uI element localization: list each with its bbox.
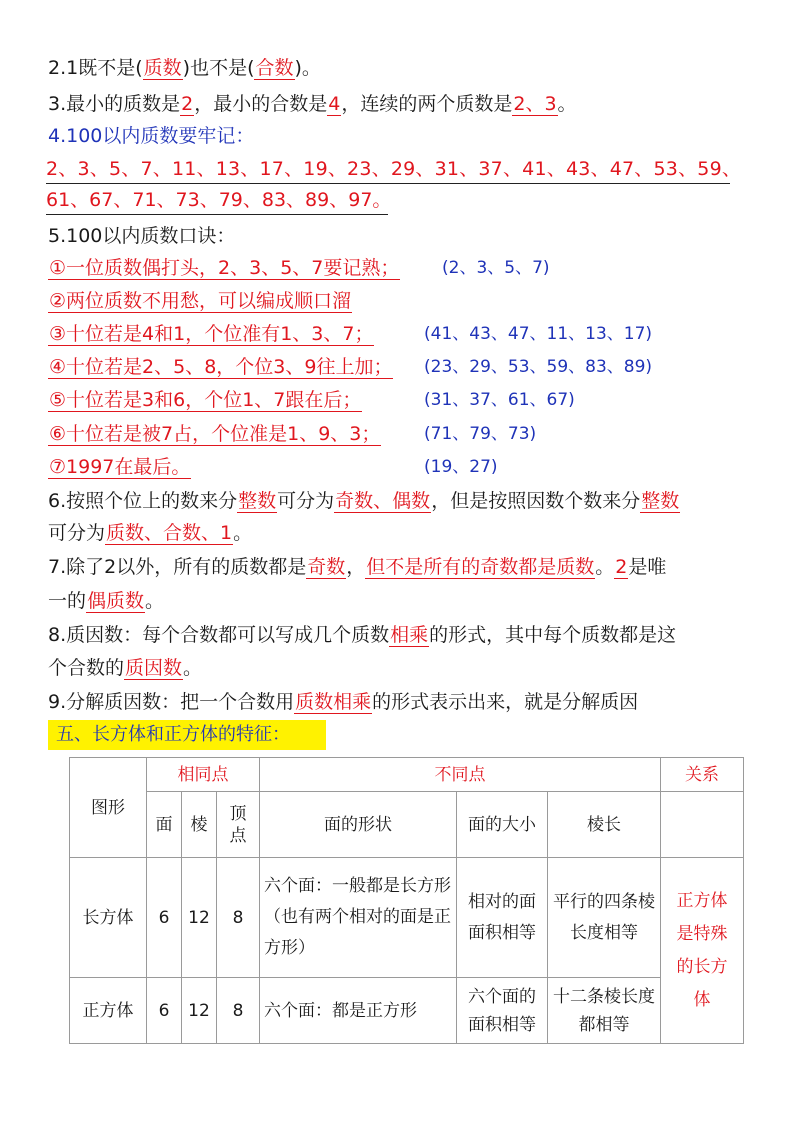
- text: 个合数的: [48, 657, 125, 679]
- text: 。: [145, 590, 165, 612]
- mnemonic-text: ③十位若是4和1，个位准有1、3、7；: [49, 323, 374, 345]
- cell-face-shape: 六个面：都是正方形: [260, 978, 457, 1044]
- text: 一的: [48, 590, 87, 612]
- text: 9.分解质因数：把一个合数用: [48, 691, 295, 713]
- mnemonic-text: ①一位质数偶打头，2、3、5、7要记熟；: [49, 257, 400, 279]
- section-heading: 五、长方体和正方体的特征：: [56, 724, 290, 745]
- text: 可分为: [48, 522, 106, 544]
- mnemonic-7-values: (19、27): [424, 457, 498, 477]
- table-row: [70, 978, 744, 1044]
- cell-relation: 正方体是特殊的长方体: [661, 858, 744, 1044]
- cell-face: 6: [147, 978, 182, 1044]
- header-vertex: 顶点: [217, 792, 260, 858]
- header-face-shape: 面的形状: [260, 792, 457, 858]
- answer: 奇数: [307, 556, 346, 578]
- prime-list-text: 61、67、71、73、79、83、89、97。: [46, 186, 388, 215]
- text: 。: [233, 522, 253, 544]
- cell-vertex: 8: [217, 978, 260, 1044]
- mnemonic-text: ④十位若是2、5、8，个位3、9往上加；: [49, 356, 393, 378]
- cell-edge: 12: [182, 978, 217, 1044]
- line-6a: [48, 487, 680, 515]
- answer: 整数: [641, 490, 680, 512]
- line-9: [48, 688, 638, 716]
- table-row: [70, 858, 744, 978]
- answer: 质数相乘: [295, 691, 372, 713]
- mnemonic-text: ②两位质数不用愁，可以编成顺口溜: [49, 290, 352, 312]
- line-5-title: 5.100以内质数口诀：: [48, 225, 236, 247]
- header-face-size: 面的大小: [457, 792, 548, 858]
- header-edge: 棱: [182, 792, 217, 858]
- cell-face-size: 相对的面面积相等: [457, 858, 548, 978]
- header-edge-length: 棱长: [548, 792, 661, 858]
- mnemonic-2: [48, 287, 352, 315]
- mnemonic-6-values: (71、79、73): [424, 424, 537, 444]
- line-7a: [48, 553, 666, 581]
- mnemonic-3-values: (41、43、47、11、13、17): [424, 324, 653, 344]
- text: ，: [346, 556, 366, 578]
- answer: 4: [328, 93, 341, 115]
- answer: 2、3: [513, 93, 557, 115]
- cell-face: 6: [147, 858, 182, 978]
- text: 6.按照个位上的数来分: [48, 490, 238, 512]
- prime-list-row-2: [46, 186, 392, 215]
- cell-name: 长方体: [70, 858, 147, 978]
- text: 3.最小的质数是: [48, 93, 181, 115]
- mnemonic-5-values: (31、37、61、67): [424, 390, 575, 410]
- answer: 2: [615, 556, 628, 578]
- text: 。: [595, 556, 615, 578]
- mnemonic-6: [48, 420, 381, 448]
- line-2-1: [48, 54, 321, 82]
- text: 可分为: [277, 490, 335, 512]
- cell-edge: 12: [182, 858, 217, 978]
- line-3: [48, 90, 577, 118]
- answer: 相乘: [390, 624, 429, 646]
- mnemonic-text: ⑦1997在最后。: [49, 456, 191, 478]
- comparison-table: [69, 757, 744, 1044]
- answer: 偶质数: [87, 590, 145, 612]
- text: ，但是按照因数个数来分: [431, 490, 641, 512]
- mnemonic-text: ⑤十位若是3和6，个位1、7跟在后；: [49, 389, 362, 411]
- header-face: 面: [147, 792, 182, 858]
- answer: 但不是所有的奇数都是质数: [366, 556, 595, 578]
- answer: 质数、合数、1: [106, 522, 233, 544]
- cell-name: 正方体: [70, 978, 147, 1044]
- mnemonic-1-values: (2、3、5、7): [442, 258, 550, 278]
- prime-list-text: 2、3、5、7、11、13、17、19、23、29、31、37、41、43、47、53、59、: [46, 155, 730, 184]
- cell-edge-length: 十二条棱长度都相等: [548, 978, 661, 1044]
- mnemonic-1: [48, 254, 400, 282]
- answer: 质因数: [125, 657, 183, 679]
- text: 。: [557, 93, 577, 115]
- header-diff: 不同点: [260, 758, 661, 792]
- line-8a: [48, 621, 676, 649]
- line-7b: [48, 587, 164, 615]
- line-8b: [48, 654, 202, 682]
- text: ，最小的合数是: [194, 93, 328, 115]
- line-6b: [48, 519, 252, 547]
- text: 的形式，其中每个质数都是这: [429, 624, 677, 646]
- text: ，连续的两个质数是: [341, 93, 513, 115]
- cell-face-size: 六个面的面积相等: [457, 978, 548, 1044]
- text: 的形式表示出来，就是分解质因: [372, 691, 639, 713]
- text: 2.1既不是(: [48, 57, 143, 79]
- text: )也不是(: [182, 57, 255, 79]
- header-relation: 关系: [661, 758, 744, 792]
- cell-face-shape: 六个面：一般都是长方形（也有两个相对的面是正方形）: [260, 858, 457, 978]
- header-relation-empty: [661, 792, 744, 858]
- answer-prime: 质数: [143, 57, 182, 79]
- text: 8.质因数：每个合数都可以写成几个质数: [48, 624, 390, 646]
- line-4-title: 4.100以内质数要牢记：: [48, 125, 255, 147]
- header-shape: 图形: [70, 758, 147, 858]
- mnemonic-5: [48, 386, 362, 414]
- answer: 奇数、偶数: [335, 490, 431, 512]
- mnemonic-3: [48, 320, 374, 348]
- text: 7.除了2以外，所有的质数都是: [48, 556, 307, 578]
- header-same: 相同点: [147, 758, 260, 792]
- mnemonic-4-values: (23、29、53、59、83、89): [424, 357, 653, 377]
- cell-edge-length: 平行的四条棱长度相等: [548, 858, 661, 978]
- prime-list-row-1: [46, 155, 742, 184]
- cell-vertex: 8: [217, 858, 260, 978]
- text: 是唯: [628, 556, 667, 578]
- answer: 整数: [238, 490, 277, 512]
- mnemonic-7: [48, 453, 191, 481]
- text: )。: [294, 57, 321, 79]
- answer: 2: [181, 93, 194, 115]
- mnemonic-text: ⑥十位若是被7占，个位准是1、9、3；: [49, 423, 381, 445]
- mnemonic-4: [48, 353, 393, 381]
- answer-composite: 合数: [255, 57, 294, 79]
- text: 。: [183, 657, 203, 679]
